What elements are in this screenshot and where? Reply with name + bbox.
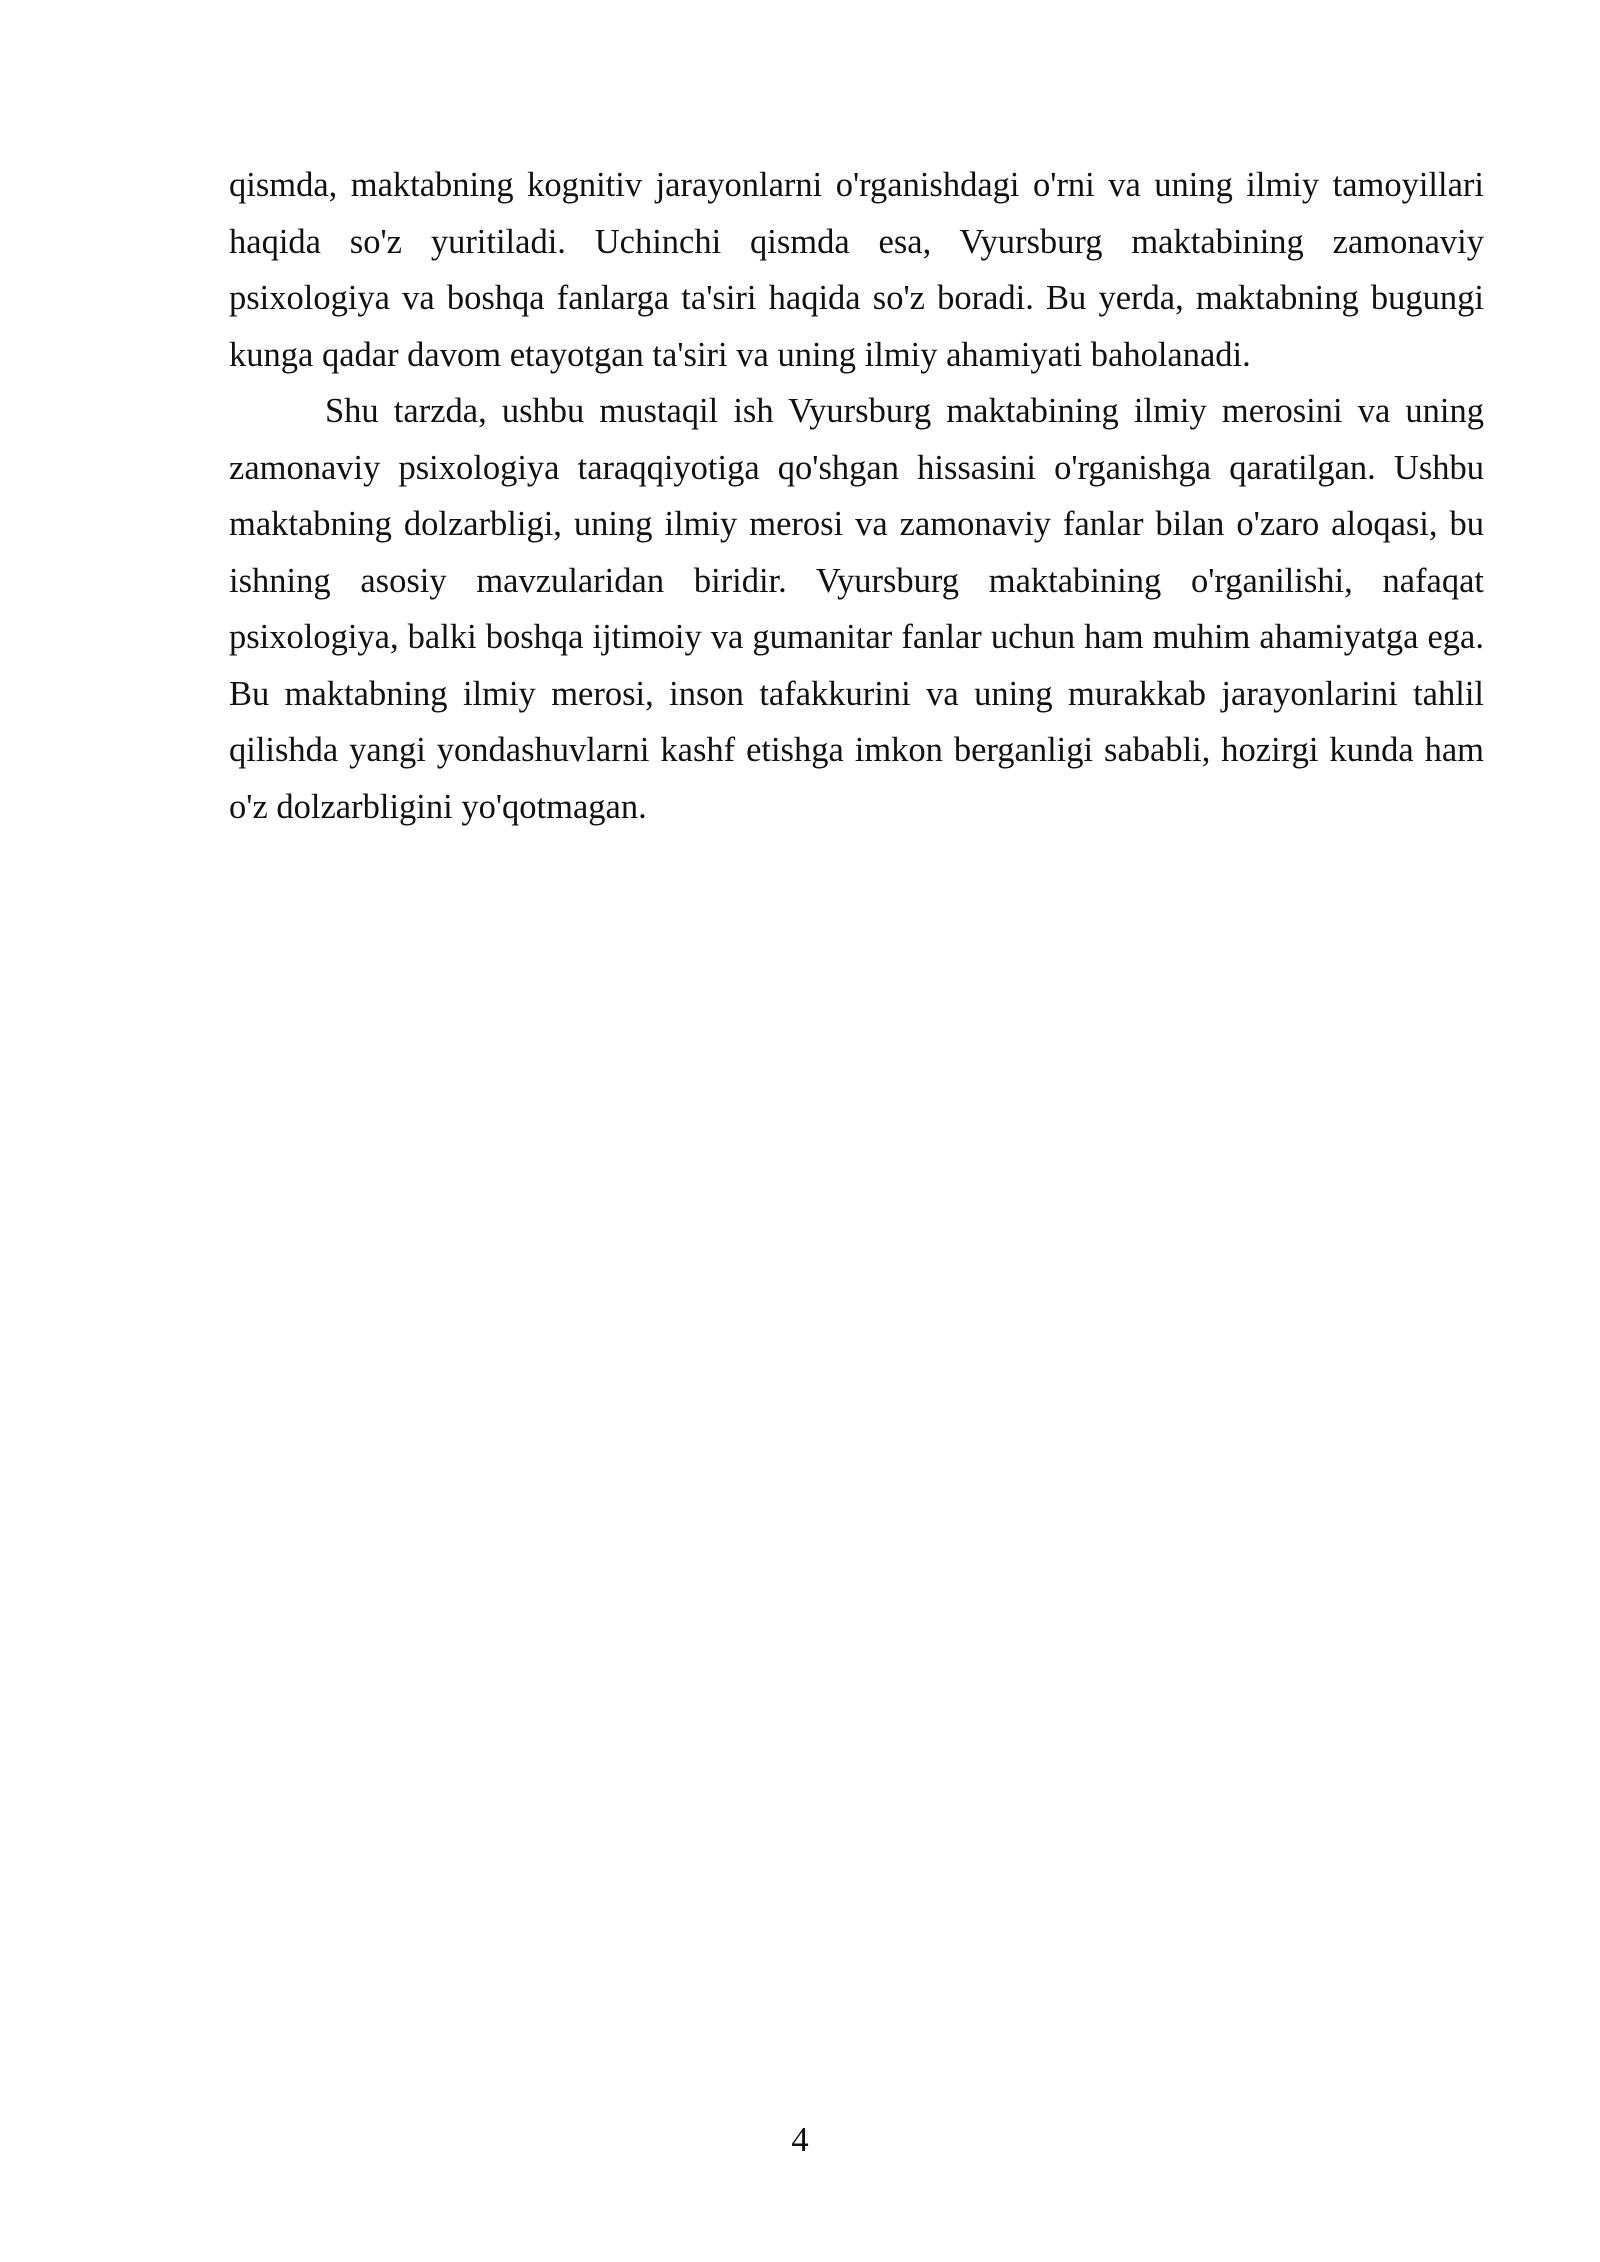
- paragraph-conclusion: Shu tarzda, ushbu mustaqil ish Vyursburg maktabining ilmiy merosini va uning zamonaviy psixologiya taraqqiyotiga qo'shgan hissasini o'rganishga qaratilgan. Ushbu maktabning dolzarbligi, uning ilmiy merosi va zamonaviy fanlar bilan o'zaro aloqasi, bu ishning asosiy mavzularidan biridir. Vyursburg maktabining o'rganilishi, nafaqat psixologiya, balki boshqa ijtimoiy va gumanitar fanlar uchun ham muhim ahamiyatga ega. Bu maktabning ilmiy merosi, inson tafakkurini va uning murakkab jarayonlarini tahlil qilishda yangi yondashuvlarni kashf etishga imkon berganligi sababli, hozirgi kunda ham o'z dolzarbligini yo'qotmagan.: [229, 392, 1484, 826]
- paragraph-continuation: qismda, maktabning kognitiv jarayonlarni o'rganishdagi o'rni va uning ilmiy tamoyillari haqida so'z yuritiladi. Uchinchi qismda esa, Vyursburg maktabining zamonaviy psixologiya va boshqa fanlarga ta'siri haqida so'z boradi. Bu yerda, maktabning bugungi kunga qadar davom etayotgan ta'siri va uning ilmiy ahamiyati baholanadi.: [229, 166, 1484, 374]
- body-text: [229, 157, 1484, 835]
- page-number: 4: [791, 2121, 809, 2159]
